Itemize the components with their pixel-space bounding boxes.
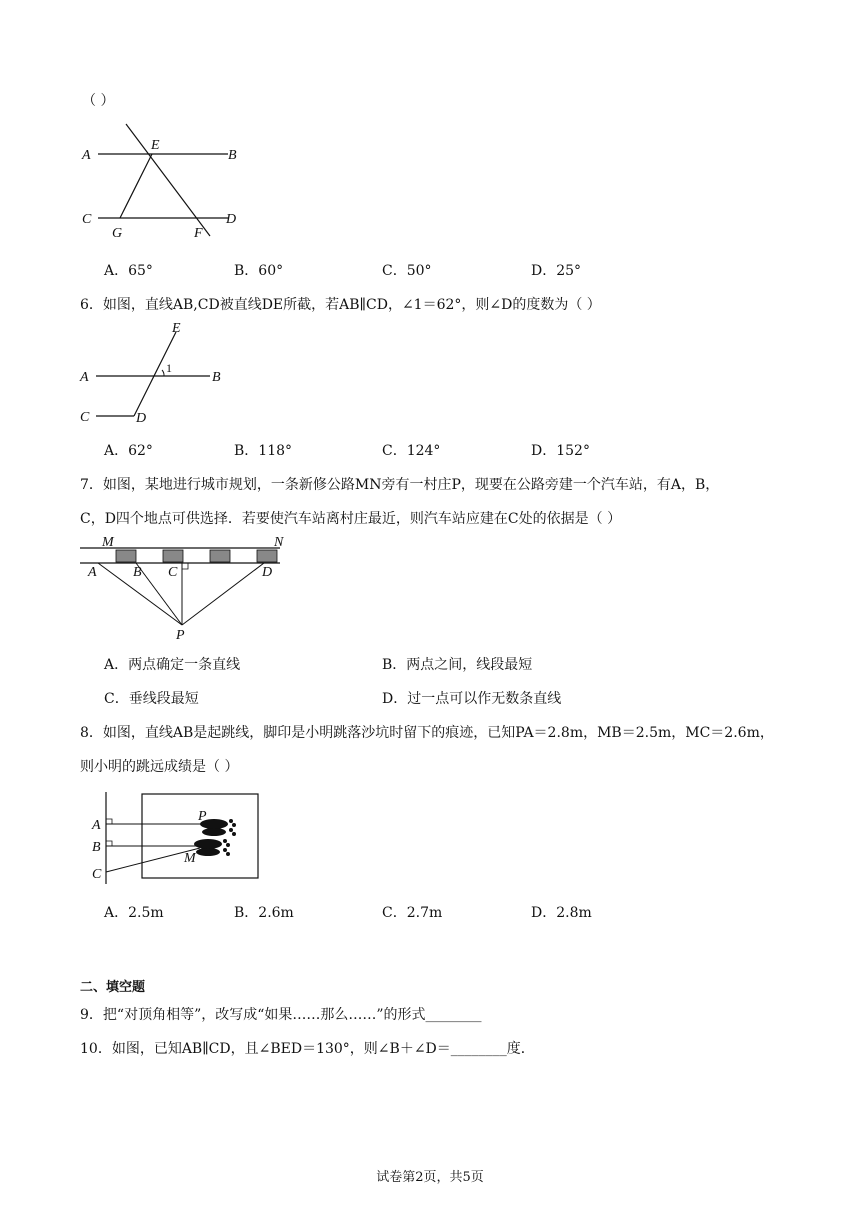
q6-option-c: C．124° — [382, 443, 441, 459]
q5-option-a: A．65° — [104, 263, 153, 279]
q8-label-m: M — [184, 851, 196, 866]
q8-figure — [88, 788, 268, 888]
q5-option-d: D．25° — [531, 263, 582, 279]
q6-label-d: D — [136, 411, 147, 426]
q8-option-d: D．2.8m — [531, 905, 592, 921]
q5-label-g: G — [112, 226, 123, 241]
q5-option-c: C．50° — [382, 263, 432, 279]
q9-text: 9．把“对顶角相等”，改写成“如果……那么……”的形式________ — [80, 1007, 482, 1023]
q6-figure — [78, 318, 238, 428]
footprint-m-icon — [194, 839, 230, 856]
q5-answer-paren: （ ） — [82, 93, 115, 109]
q8-label-a: A — [92, 818, 101, 833]
q7-label-b: B — [133, 565, 142, 580]
q7-label-m: M — [102, 535, 114, 550]
q6-angle-1: 1 — [166, 361, 172, 375]
q7-option-d: D．过一点可以作无数条直线 — [382, 691, 562, 707]
q8-text-line2: 则小明的跳远成绩是（ ） — [80, 759, 239, 775]
q5-label-d: D — [226, 212, 237, 227]
q6-label-a: A — [80, 370, 89, 385]
q8-label-p: P — [198, 809, 207, 824]
q8-option-b: B．2.6m — [234, 905, 294, 921]
q5-label-e: E — [151, 138, 160, 153]
q6-label-c: C — [80, 410, 90, 425]
q7-label-a: A — [88, 565, 97, 580]
q6-option-a: A．62° — [104, 443, 153, 459]
q8-option-c: C．2.7m — [382, 905, 443, 921]
q5-figure — [78, 118, 258, 248]
q7-text-line2: C，D四个地点可供选择．若要使汽车站离村庄最近，则汽车站应建在C处的依据是（ ） — [80, 511, 622, 527]
q8-label-c: C — [92, 867, 102, 882]
q6-option-b: B．118° — [234, 443, 293, 459]
q5-label-a: A — [82, 148, 91, 163]
q5-option-b: B．60° — [234, 263, 284, 279]
q5-label-b: B — [228, 148, 237, 163]
q6-label-e: E — [172, 321, 181, 336]
q7-option-b: B．两点之间，线段最短 — [382, 657, 533, 673]
q5-label-c: C — [82, 212, 92, 227]
q6-text: 6．如图，直线AB,CD被直线DE所截，若AB∥CD，∠1＝62°，则∠D的度数为（ ） — [80, 297, 601, 313]
q7-text-line1: 7．如图，某地进行城市规划，一条新修公路MN旁有一村庄P，现要在公路旁建一个汽车站，有A，B， — [80, 477, 720, 493]
q7-option-a: A．两点确定一条直线 — [104, 657, 241, 673]
q7-label-c: C — [168, 565, 178, 580]
q7-label-d: D — [262, 565, 273, 580]
q8-label-b: B — [92, 840, 101, 855]
q7-label-n: N — [274, 535, 284, 550]
q8-option-a: A．2.5m — [104, 905, 164, 921]
q7-label-p: P — [176, 628, 185, 643]
section-heading-fill-blank: 二、填空题 — [80, 980, 146, 995]
q10-text: 10．如图，已知AB∥CD，且∠BED＝130°，则∠B＋∠D＝________度． — [80, 1041, 535, 1057]
q6-option-d: D．152° — [531, 443, 590, 459]
q6-label-b: B — [212, 370, 221, 385]
q7-figure — [78, 532, 288, 644]
q5-label-f: F — [194, 226, 203, 241]
page-footer: 试卷第2页，共5页 — [376, 1170, 484, 1185]
q8-text-line1: 8．如图，直线AB是起跳线，脚印是小明跳落沙坑时留下的痕迹，已知PA＝2.8m，MB＝2.5m，MC＝2.6m， — [80, 725, 774, 741]
q7-option-c: C．垂线段最短 — [104, 691, 199, 707]
